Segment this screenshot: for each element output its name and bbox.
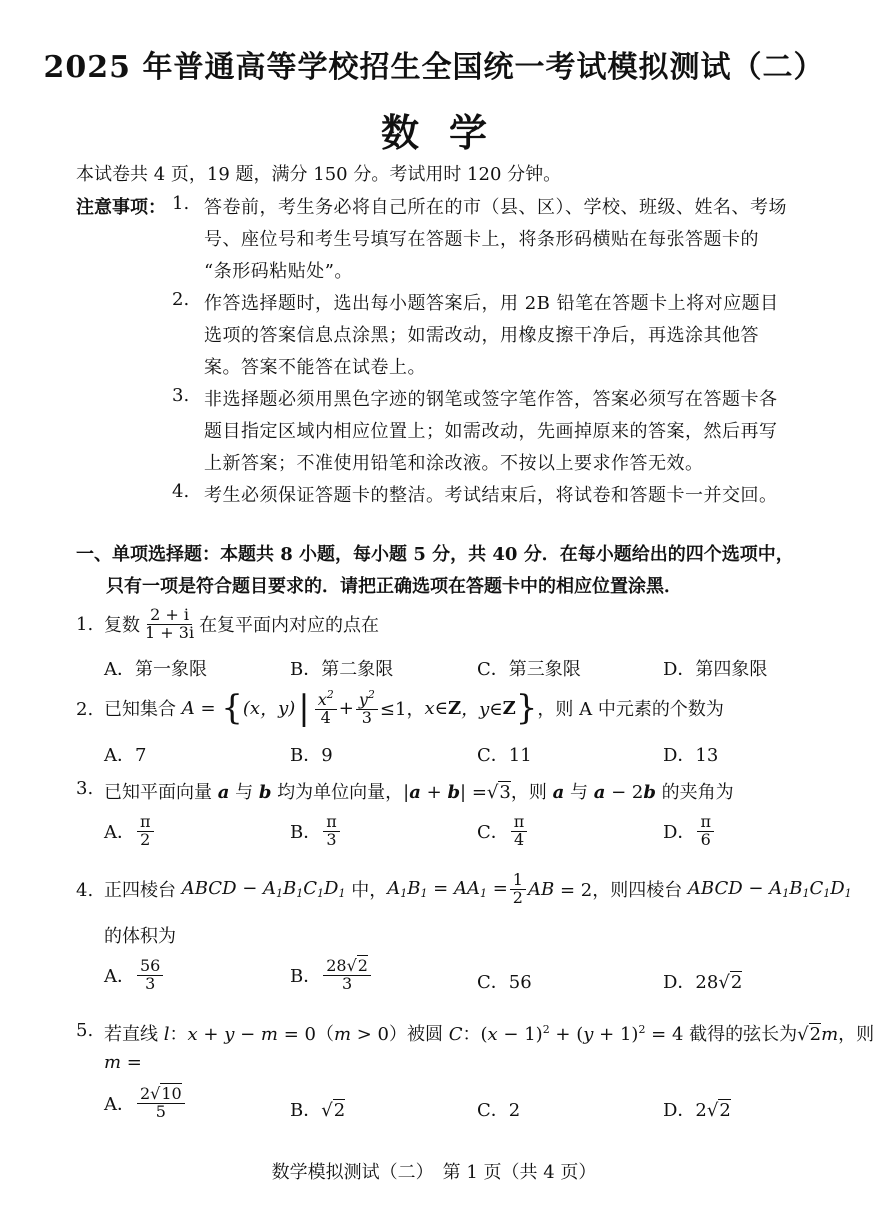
section-1-instruction: 只有一项是符合题目要求的．请把正确选项在答题卡中的相应位置涂黑． — [106, 576, 682, 597]
q2-option-b: B．9 — [290, 745, 333, 766]
q1-option-c: C．第三象限 — [477, 659, 581, 680]
q1-stem — [104, 602, 379, 646]
q1-number: 1. — [76, 614, 94, 635]
q4-stem-line-2: 的体积为 — [104, 926, 176, 947]
notice-item-1-num: 1. — [172, 193, 190, 214]
notice-item-2-line-2: 选项的答案信息点涂黑；如需改动，用橡皮擦干净后，再选涂其他答 — [204, 325, 759, 346]
notice-item-4-line-1: 考生必须保证答题卡的整洁。考试结束后，将试卷和答题卡一并交回。 — [204, 485, 778, 506]
q1-option-a: A．第一象限 — [104, 659, 207, 680]
q2-option-d: D．13 — [663, 745, 719, 766]
q2-set-formula: A = { ( x ， y ) | $\frac{x^2}{4}$ + $\frac{y^2}{3}$ ≤1， x∈ Z ，y∈ Z } — [176, 688, 538, 728]
q3-option-a: A． $\frac{\pi}{2}$ — [104, 814, 156, 849]
notice-item-2-line-3: 案。答案不能答在试卷上。 — [204, 357, 426, 378]
notice-item-2-num: 2. — [172, 289, 190, 310]
q5-number: 5. — [76, 1020, 94, 1041]
notice-item-3-line-3: 上新答案；不准使用铅笔和涂改液。不按以上要求作答无效。 — [204, 453, 704, 474]
q4-option-d: D．28√2 — [663, 972, 743, 993]
notice-item-1-line-2: 号、座位号和考生号填写在答题卡上，将条形码横贴在每张答题卡的 — [204, 229, 759, 250]
q2-post: ，则 A 中元素的个数为 — [537, 699, 724, 720]
q3-stem: 已知平面向量 a 与 b 均为单位向量，|a + b| =√3，则 a 与 a − 2b 的夹角为 — [104, 782, 734, 803]
exam-title: 2025 年普通高等学校招生全国统一考试模拟测试（二） — [43, 50, 825, 85]
q1-frac-num: 2 + i — [147, 607, 192, 625]
notice-item-3-line-1: 非选择题必须用黑色字迹的钢笔或签字笔作答，答案必须写在答题卡各 — [204, 389, 778, 410]
notice-item-2-line-1: 作答选择题时，选出每小题答案后，用 2B 铅笔在答题卡上将对应题目 — [204, 293, 779, 314]
q3-option-b: B． $\frac{\pi}{3}$ — [290, 814, 342, 849]
q3-number: 3. — [76, 778, 94, 799]
notice-item-1-line-3: “条形码粘贴处”。 — [204, 261, 353, 282]
q2-number: 2. — [76, 699, 94, 720]
q2-option-c: C．11 — [477, 745, 532, 766]
q4-option-a: A． $\frac{56}{3}$ — [104, 958, 165, 993]
notice-item-3-line-2: 题目指定区域内相应位置上；如需改动，先画掉原来的答案，然后再写 — [204, 421, 778, 442]
q5-option-c: C．2 — [477, 1100, 521, 1121]
q1-post: 在复平面内对应的点在 — [199, 615, 380, 636]
q5-option-d: D．2√2 — [663, 1100, 731, 1121]
q5-stem-line-2: m = — [104, 1052, 142, 1073]
q1-option-b: B．第二象限 — [290, 659, 394, 680]
q1-pre: 复数 — [104, 615, 140, 636]
notice-item-3-num: 3. — [172, 385, 190, 406]
q2-stem — [104, 683, 724, 733]
q1-fraction — [142, 604, 197, 642]
q2-pre: 已知集合 — [104, 699, 176, 720]
q3-option-c: C． $\frac{\pi}{4}$ — [477, 814, 529, 849]
exam-intro: 本试卷共 4 页，19 题，满分 150 分。考试用时 120 分钟。 — [76, 164, 562, 185]
q5-option-b: B．√2 — [290, 1100, 346, 1121]
q2-option-a: A．7 — [104, 745, 147, 766]
q1-frac-den: 1 + 3i — [145, 622, 195, 642]
notice-item-1-line-1: 答卷前，考生务必将自己所在的市（县、区）、学校、班级、姓名、考场 — [204, 197, 787, 218]
q4-option-c: C．56 — [477, 972, 532, 993]
notice-item-4-num: 4. — [172, 481, 190, 502]
q1-option-d: D．第四象限 — [663, 659, 768, 680]
section-1-heading: 一、单项选择题：本题共 8 小题，每小题 5 分，共 40 分．在每小题给出的四个选项中， — [76, 544, 794, 565]
q4-option-b: B． $\frac{28√2}{3}$ — [290, 958, 373, 993]
exam-subject: 数学 — [380, 110, 517, 155]
q4-number: 4. — [76, 880, 94, 901]
notice-label: 注意事项： — [76, 197, 166, 218]
q5-stem: 若直线 l：x + y − m = 0（m > 0）被圆 C：$(x - 1)^2 + (y + 1)^2 = 4$ 截得的弦长为√2m，则 — [104, 1023, 874, 1045]
q4-stem: 正四棱台 ABCD − $A_1B_1C_1D_1$ 中， $A_1B_1 = AA_1$ = $\frac{1}{2}$ AB = 2，则四棱台 ABCD − $A_1B_1C_1D_1$ — [104, 869, 852, 907]
q5-option-a: A． $\frac{2√10}{5}$ — [104, 1086, 187, 1121]
q3-option-d: D． $\frac{\pi}{6}$ — [663, 814, 716, 849]
page-footer: 数学模拟测试（二） 第 1 页（共 4 页） — [271, 1162, 597, 1183]
